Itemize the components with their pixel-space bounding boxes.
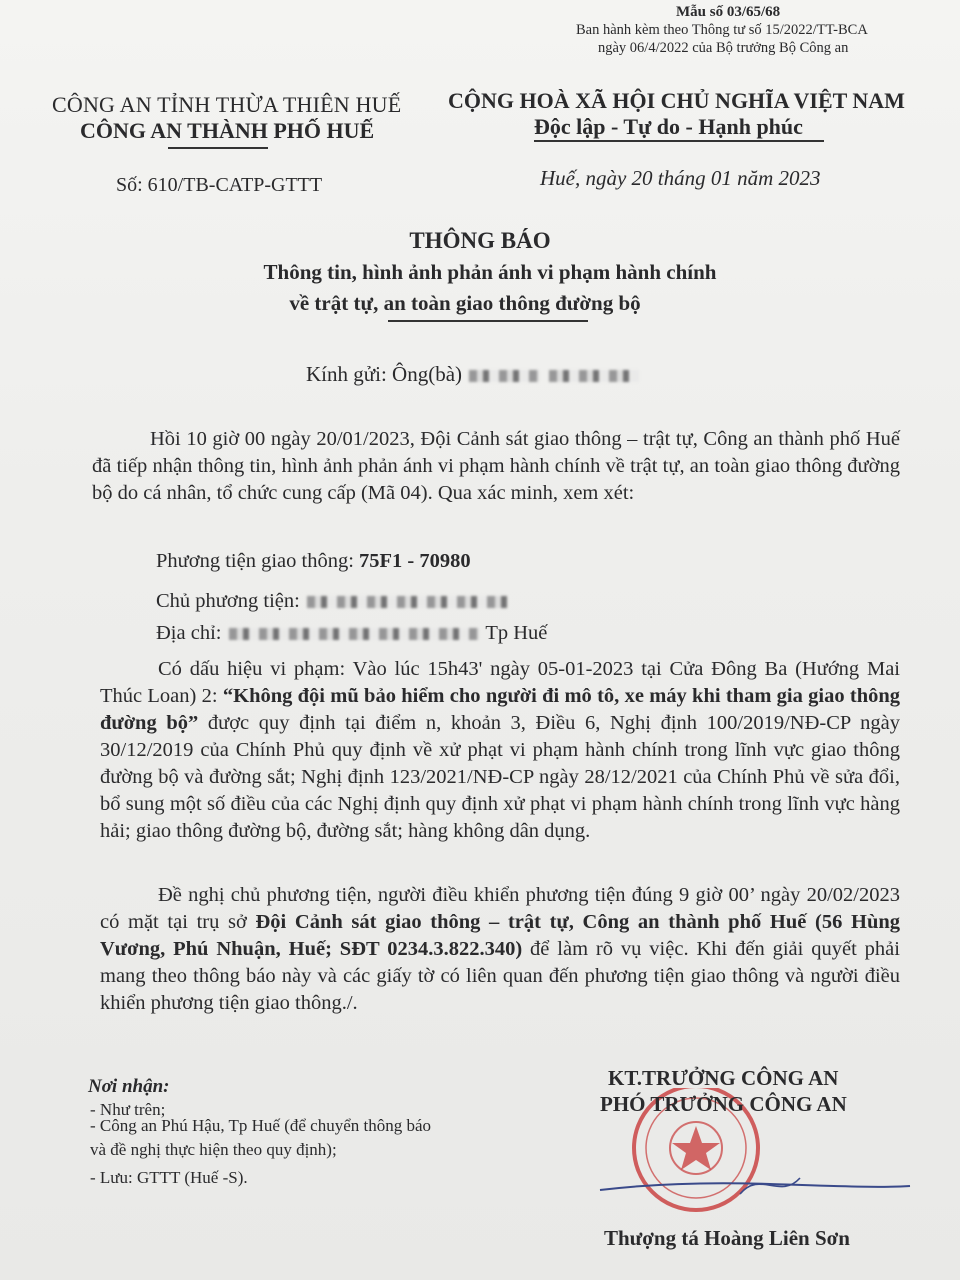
redacted-owner xyxy=(307,596,507,608)
address-row xyxy=(156,622,547,645)
intro-paragraph: Hồi 10 giờ 00 ngày 20/01/2023, Đội Cảnh sát giao thông – trật tự, Công an thành phố Huế đã tiếp nhận thông tin, hình ảnh phản ánh vi phạm hành chính về trật tự, an toàn giao thông đường bộ do cá nhân, tổ chức cung cấp (Mã 04). Qua xác minh, xem xét: xyxy=(92,428,900,504)
address-label: Địa chỉ: xyxy=(156,622,227,644)
request-location: Đội Cảnh sát giao thông – trật tự, Công an thành phố Huế (56 Hùng Vương, Phú Nhuận, Huế; SĐT 0234.3.822.340) xyxy=(100,911,901,960)
handwritten-signature-icon xyxy=(590,1160,920,1210)
redacted-name xyxy=(549,370,639,382)
form-code: Mẫu số 03/65/68 xyxy=(676,4,781,20)
motto: Độc lập - Tự do - Hạnh phúc xyxy=(534,114,803,139)
recipient-item: - Như trên; xyxy=(90,1100,166,1119)
owner-label: Chủ phương tiện: xyxy=(156,590,305,612)
greeting-prefix: Kính gửi: Ông(bà) xyxy=(306,362,463,386)
violation-legal-basis: được quy định tại điểm n, khoản 3, Điều 6, Nghị định 100/2019/NĐ-CP ngày 30/12/2019 của Chính Phủ quy định về xử phạt vi phạm hành chính trong lĩnh vực giao thông đường bộ và đường sắt; Nghị định 123/2021/NĐ-CP ngày 28/12/2021 của Chính Phủ về sửa đổi, bổ sung một số điều của các Nghị định quy định xử phạt vi phạm hành chính trong lĩnh vực hàng hải; giao thông đường bộ, đường sắt; hàng không dân dụng. xyxy=(100,712,900,842)
signer-name: Thượng tá Hoàng Liên Sơn xyxy=(604,1226,850,1250)
recipient-item: - Công an Phú Hậu, Tp Huế (để chuyển thông báo xyxy=(90,1116,432,1135)
redacted-name xyxy=(469,370,539,382)
violation-description: “Không đội mũ bảo hiểm cho người đi mô tô, xe máy khi tham gia giao thông đường bộ” xyxy=(100,685,901,734)
agency-name: CÔNG AN THÀNH PHỐ HUẾ xyxy=(80,118,375,143)
place-date: Huế, ngày 20 tháng 01 năm 2023 xyxy=(540,166,821,190)
greeting xyxy=(306,362,641,387)
violation-paragraph xyxy=(100,656,900,845)
request-paragraph xyxy=(100,882,900,1017)
recipient-item: - Lưu: GTTT (Huế -S). xyxy=(90,1168,248,1187)
document-title: THÔNG BÁO xyxy=(409,228,551,253)
issued-with-line2: ngày 06/4/2022 của Bộ trưởng Bộ Công an xyxy=(598,40,849,56)
vehicle-row xyxy=(156,550,471,573)
agency-underline xyxy=(168,147,268,149)
issued-with-line1: Ban hành kèm theo Thông tư số 15/2022/TT-BCA xyxy=(576,22,868,38)
vehicle-plate: 75F1 - 70980 xyxy=(359,550,471,572)
signature-title-line2: PHÓ TRƯỞNG CÔNG AN xyxy=(600,1092,847,1116)
violation-prefix: Có dấu hiệu vi phạm: Vào lúc 15h43' ngày 05-01-2023 tại Cửa Đông Ba (Hướng Mai Thúc Loan) 2: xyxy=(100,658,900,707)
owner-row xyxy=(156,590,509,613)
recipient-item: và đề nghị thực hiện theo quy định); xyxy=(90,1140,337,1159)
request-prefix: Đề nghị chủ phương tiện, người điều khiển phương tiện đúng 9 giờ 00’ ngày 20/02/2023 có mặt tại trụ sở xyxy=(100,884,900,933)
agency-parent: CÔNG AN TỈNH THỪA THIÊN HUẾ xyxy=(52,92,402,117)
document-subtitle-line1: Thông tin, hình ảnh phản ánh vi phạm hành chính xyxy=(263,260,717,284)
recipients-heading: Nơi nhận: xyxy=(88,1076,170,1097)
nation-name: CỘNG HOÀ XÃ HỘI CHỦ NGHĨA VIỆT NAM xyxy=(448,88,905,113)
document-number: Số: 610/TB-CATP-GTTT xyxy=(116,174,323,196)
subtitle-underline xyxy=(388,320,588,322)
vehicle-label: Phương tiện giao thông: xyxy=(156,550,360,572)
redacted-address xyxy=(229,628,479,640)
document-subtitle-line2: về trật tự, an toàn giao thông đường bộ xyxy=(289,291,641,315)
signature-title-line1: KT.TRƯỞNG CÔNG AN xyxy=(608,1066,839,1090)
motto-underline xyxy=(534,140,824,142)
request-suffix: để làm rõ vụ việc. Khi đến giải quyết phải mang theo thông báo này và các giấy tờ có liên quan đến phương tiện giao thông và người điều khiển phương tiện giao thông./. xyxy=(100,938,900,1014)
address-city: Tp Huế xyxy=(485,622,548,644)
